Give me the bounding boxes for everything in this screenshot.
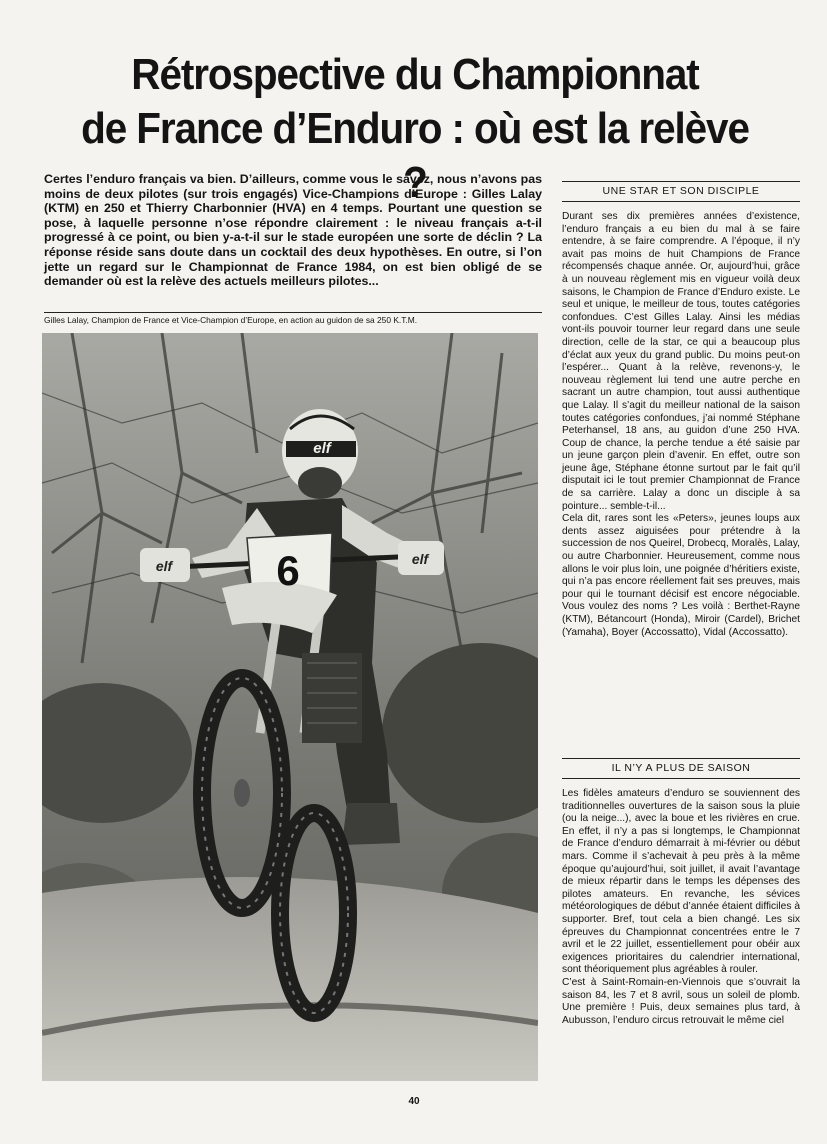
- section-star-paragraph-2: Cela dit, rares sont les «Peters», jeunes loups aux dents assez aiguisées pour prétendre à la succession de nos Queirel, Drobecq, Moralès, Lalay, ou autre Charbonnier. Heureusement, comme nous allons le voir plus loin, une poignée d’héritiers existe, qui n’a pas encore réellement fait ses preuves, mais pour qui le tournant décisif est encore négociable. Vous voulez des noms ? Les voilà : Berthet-Rayne (KTM), Bétancourt (Honda), Miroir (Cardel), Brichet (Yamaha), Boyer (Accossatto), Vidal (Accossatto).: [562, 513, 800, 638]
- helmet-sponsor-logo: elf: [313, 440, 331, 457]
- intro-paragraph: Certes l’enduro français va bien. D’ailleurs, comme vous le savez, nous n’avons pas moins de deux pilotes (sur trois engagés) Vice-Champions d’Europe : Gilles Lalay (KTM) en 250 et Thierry Charbonnier (HVA) en 4 temps. Pourtant une question se pose, à laquelle personne n’ose répondre clairement : le niveau français a-t-il progressé à ce point, ou bien y-a-t-il sur le stade européen une sorte de déclin ? La réponse réside sans doute dans un cocktail des deux hypothèses. En outre, si l’on jette un regard sur le Championnat de France 1984, on est bien obligé de se demander où est la relève des actuels meilleurs pilotes...: [44, 172, 542, 289]
- page-number: 40: [408, 1096, 420, 1107]
- section-saison-paragraph-2: C’est à Saint-Romain-en-Viennois que s’ouvrait la saison 84, les 7 et 8 avril, sous un soleil de plomb. Une première ! Puis, deux semaines plus tard, à Aubusson, l’enduro circus retrouvait le même ciel: [562, 976, 800, 1026]
- section-heading-star: UNE STAR ET SON DISCIPLE: [562, 181, 800, 202]
- section-heading-saison: IL N’Y A PLUS DE SAISON: [562, 758, 800, 779]
- rider-photo: [42, 333, 538, 1081]
- section-star-body: [562, 211, 800, 639]
- number-plate-number: 6: [276, 547, 300, 594]
- left-glove-sponsor-logo: elf: [155, 558, 173, 574]
- right-glove-sponsor-logo: elf: [411, 551, 429, 567]
- section-saison-body: [562, 788, 800, 1027]
- section-saison-paragraph-1: Les fidèles amateurs d’enduro se souviennent des traditionnelles ouvertures de la saison sous la pluie (ou la neige...), avec la boue et les rivières en crue. En effet, il n’y a pas si longtemps, le Championnat de France d’enduro démarrait à mi-février ou début mars. Comme il s’achevait à peu près à la même époque qu’aujourd’hui, soit juillet, il avait l’avantage de mieux répartir dans le temps les dépenses des pilotes amateurs. En revanche, les sévices météorologiques de début d’année étaient difficiles à supporter. Bref, tout cela a bien changé. Les six épreuves du Championnat concentrées entre le 7 avril et le 22 juillet, essentiellement pour obéir aux exigences prioritaires du calendrier international, sont théoriquement plus agréables à rouler.: [562, 788, 800, 976]
- headline-line-2: de France d’Enduro : où est la relève ?: [81, 104, 749, 207]
- photo-caption: Gilles Lalay, Champion de France et Vice-Champion d’Europe, en action au guidon de sa 250 K.T.M.: [44, 312, 542, 326]
- rider-photo-illustration: [42, 333, 538, 1081]
- headline-line-1: Rétrospective du Championnat: [131, 50, 699, 99]
- section-star-paragraph-1: Durant ses dix premières années d’existence, l’enduro français a eu bien du mal à se faire entendre, à se faire comprendre. A l’époque, il n’y avait pas moins de huit Champions de France récompensés chaque année. Or, aujourd’hui, grâce à un nouveau règlement mis en vigueur voilà deux saisons, le Champion de France d’Enduro existe. Le seul et unique, le meilleur de tous, toutes catégories confondues. C’est Gilles Lalay. Ainsi les médias vont-ils pouvoir tourner leur regard dans une seule direction, celle de la star, ce qui a beaucoup plus d’éclat aux yeux du grand public. Du moins peut-on l’espérer... Quant à la relève, revenons-y, le nouveau règlement lui tend une autre perche en sacrant un autre champion, tout aussi authentique que Lalay. Il s’agit du meilleur national de la saison toutes catégories confondues, j’ai nommé Stéphane Peterhansel, 18 ans, au guidon d’une 250 HVA. Coup de chance, la perche tendue a été saisie par un jeune garçon plein d’avenir. En effet, outre son jeune âge, Stéphane étonne surtout par le fait qu’il disputait ici le tout premier Championnat de France de sa carrière. Lalay a donc un disciple à sa pointure... semble-t-il...: [562, 211, 800, 512]
